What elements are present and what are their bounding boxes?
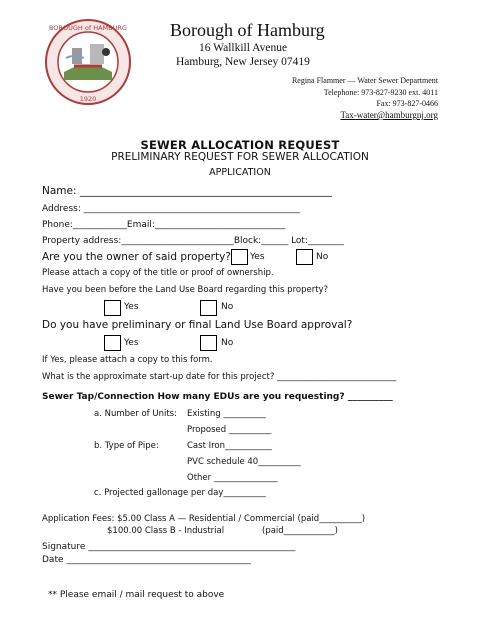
land-use-question: Have you been before the Land Use Board regarding this property? [42, 285, 329, 295]
approval-yes-label: Yes [124, 338, 139, 348]
land-use-yes-checkbox[interactable] [104, 300, 121, 316]
signature-field[interactable]: Signature ______________________________________________ [42, 542, 296, 552]
pipe-type-label: b. Type of Pipe: [94, 441, 159, 451]
owner-yes-checkbox[interactable] [231, 249, 248, 265]
address-line-2: Hamburg, New Jersey 07419 [176, 56, 310, 68]
approval-no-label: No [221, 338, 234, 348]
pipe-cast-iron-field[interactable]: Cast Iron___________ [187, 441, 272, 451]
fees-class-b-paid-field[interactable]: (paid____________) [262, 526, 338, 536]
property-address-field[interactable]: Property address:_________________________Block:______ Lot:________ [42, 236, 344, 246]
approval-no-checkbox[interactable] [200, 335, 217, 351]
form-title: SEWER ALLOCATION REQUEST [140, 138, 340, 152]
name-field[interactable]: Name: ________________________________________________ [42, 185, 332, 197]
footer-note: ** Please email / mail request to above [48, 590, 225, 600]
approval-question: Do you have preliminary or final Land Use Board approval? [42, 319, 353, 331]
svg-text:1920: 1920 [79, 95, 97, 103]
form-subtitle: PRELIMINARY REQUEST FOR SEWER ALLOCATION [111, 151, 369, 163]
address-line-1: 16 Wallkill Avenue [199, 42, 288, 54]
pipe-pvc-field[interactable]: PVC schedule 40__________ [187, 457, 301, 467]
pipe-other-field[interactable]: Other _______________ [187, 473, 278, 483]
attach-copy-note: If Yes, please attach a copy to this form. [42, 355, 213, 365]
units-existing-field[interactable]: Existing __________ [187, 409, 266, 419]
contact-telephone: Telephone: 973-827-9230 ext. 4011 [323, 88, 438, 97]
svg-text:BOROUGH of HAMBURG: BOROUGH of HAMBURG [49, 24, 127, 32]
borough-name: Borough of Hamburg [170, 20, 325, 40]
contact-email-link[interactable]: Tax-water@hamburgnj.org [340, 110, 438, 120]
owner-no-checkbox[interactable] [296, 249, 313, 265]
gallonage-field[interactable]: c. Projected gallonage per day__________ [94, 488, 266, 498]
land-use-yes-label: Yes [124, 302, 139, 312]
owner-question: Are you the owner of said property? [42, 251, 231, 263]
phone-email-field[interactable]: Phone:____________Email:_____________________________ [42, 220, 286, 230]
sewer-tap-heading: Sewer Tap/Connection How many EDUs are you requesting? __________ [42, 392, 393, 402]
approval-yes-checkbox[interactable] [104, 335, 121, 351]
borough-seal-logo [44, 18, 132, 106]
contact-fax: Fax: 973-827-0466 [376, 99, 438, 108]
land-use-no-checkbox[interactable] [200, 300, 217, 316]
owner-yes-label: Yes [250, 252, 265, 262]
units-label: a. Number of Units: [94, 409, 177, 419]
form-application-label: APPLICATION [209, 167, 271, 178]
startup-date-field[interactable]: What is the approximate start-up date for this project? ____________________________ [42, 372, 397, 382]
attach-title-note: Please attach a copy of the title or proof of ownership. [42, 268, 274, 278]
fees-class-a: Application Fees: $5.00 Class A — Residential / Commercial (paid__________) [42, 514, 366, 524]
units-proposed-field[interactable]: Proposed __________ [187, 425, 272, 435]
date-field[interactable]: Date _________________________________________ [42, 555, 251, 565]
contact-name: Regina Flammer — Water Sewer Department [291, 76, 438, 85]
owner-no-label: No [316, 252, 329, 262]
fees-class-b: $100.00 Class B - Industrial [107, 526, 225, 536]
land-use-no-label: No [221, 302, 234, 312]
address-field[interactable]: Address: ________________________________________________ [42, 204, 300, 214]
